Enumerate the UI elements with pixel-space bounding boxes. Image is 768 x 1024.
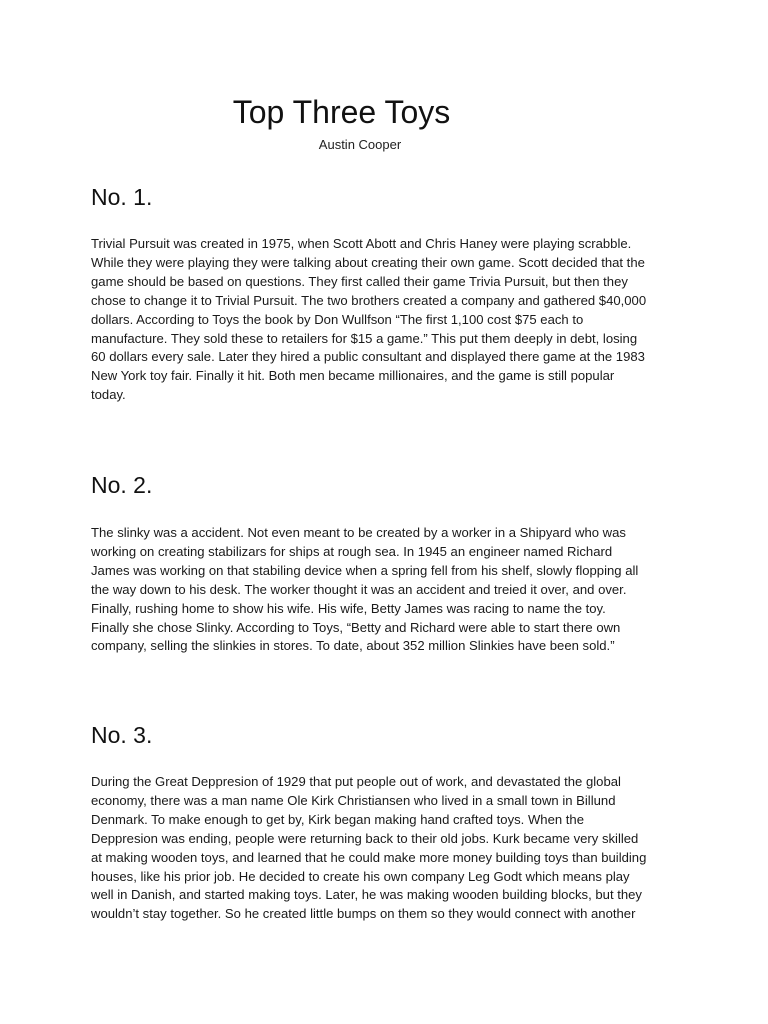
document-author: Austin Cooper [318,137,402,152]
paragraph-line: manufacture. They sold these to retailers for $15 a game.” This put them deeply in debt, losing [91,330,638,346]
paragraph-line: Finally, rushing home to show his wife. His wife, Betty James was racing to name the toy. [91,600,606,616]
paragraph-line: houses, like his prior job. He decided to create his own company Leg Godt which means play [91,868,630,884]
paragraph-line: company, selling the slinkies in stores. To date, about 352 million Slinkies have been sold.” [91,638,615,654]
paragraph-line: While they were playing they were talking about creating their own game. Scott decided that the [91,254,645,270]
paragraph-line: today. [91,387,126,403]
paragraph-line: the way down to his desk. The worker thought it was an accident and treied it over, and over. [91,581,627,597]
paragraph-line: Finally she chose Slinky. According to Toys, “Betty and Richard were able to start there own [91,619,621,635]
paragraph-line: Denmark. To make enough to get by, Kirk began making hand crafted toys. When the [91,811,584,827]
paragraph-line: Trivial Pursuit was created in 1975, when Scott Abott and Chris Haney were playing scrabble. [91,236,632,251]
paragraph-line: Deppresion was ending, people were returning back to their old jobs. Kurk became very skilled [91,830,639,846]
paragraph-line: During the Great Deppresion of 1929 that put people out of work, and devastated the global [91,774,621,789]
paragraph-line: game should be based on questions. They first called their game Trivia Pursuit, but then they [91,273,628,289]
paragraph-line: economy, there was a man name Ole Kirk Christiansen who lived in a small town in Billund [91,792,616,808]
paragraph-line: working on creating stabilizars for ships at rough sea. In 1945 an engineer named Richard [91,543,613,559]
section-heading-3: No. 3. [91,722,153,748]
paragraph-line: James was working on that stabiling device when a spring fell from his shelf, slowly flopping all [91,562,639,578]
section-paragraph-3 [91,773,691,924]
section-paragraph-1 [91,235,691,405]
document-title: Top Three Toys [232,94,451,130]
paragraph-line: chose to change it to Trivial Pursuit. The two brothers created a company and gathered $40,000 [91,292,647,308]
section-heading-1: No. 1. [91,184,153,210]
paragraph-line: The slinky was a accident. Not even meant to be created by a worker in a Shipyard who was [91,525,626,540]
section-heading-2: No. 2. [91,472,153,498]
section-paragraph-2 [91,524,691,656]
paragraph-line: dollars. According to Toys the book by Don Wullfson “The first 1,100 cost $75 each to [91,311,584,327]
paragraph-line: 60 dollars every sale. Later they hired a public consultant and displayed there game at the 1983 [91,349,645,365]
paragraph-line: New York toy fair. Finally it hit. Both men became millionaires, and the game is still popular [91,368,615,384]
paragraph-line: at making wooden toys, and learned that he could make more money building toys than building [91,849,647,865]
paragraph-line: wouldn’t stay together. So he created little bumps on them so they would connect with another [91,906,636,922]
paragraph-line: well in Danish, and started making toys. Later, he was making wooden building blocks, but they [91,887,642,903]
